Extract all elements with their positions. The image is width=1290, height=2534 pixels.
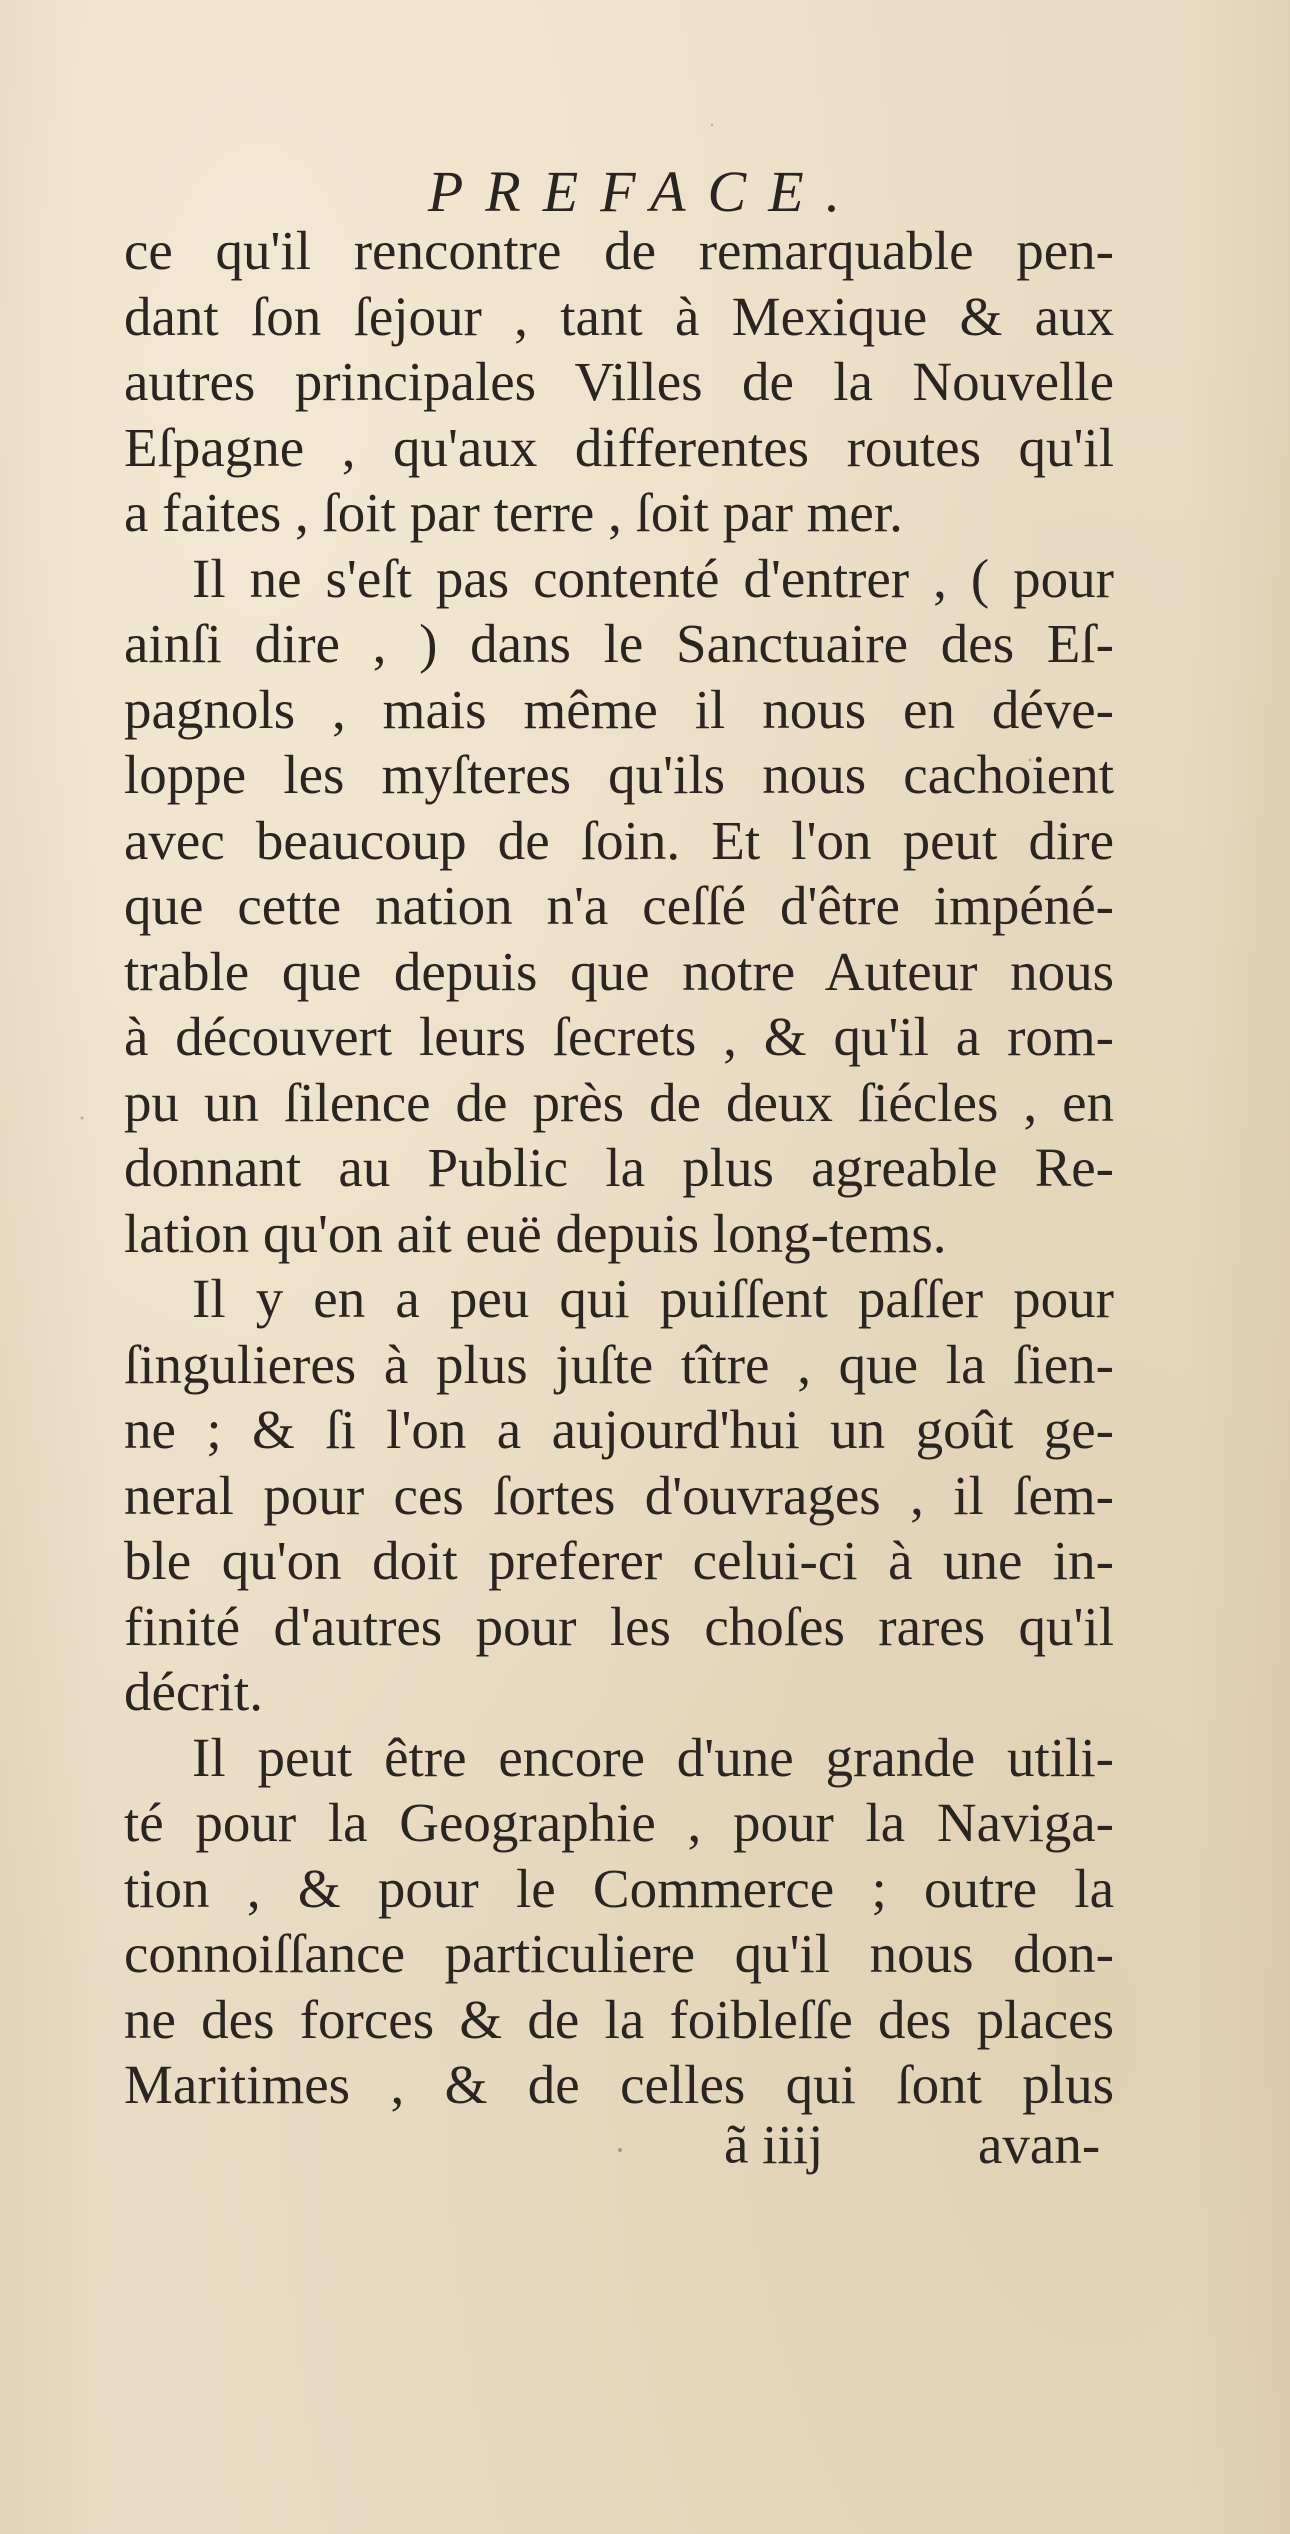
text-line: tion , & pour le Commerce ; outre la bbox=[124, 1857, 1114, 1919]
text-line: neral pour ces ſortes d'ouvrages , il ſem- bbox=[124, 1464, 1114, 1526]
text-line: lation qu'on ait euë depuis long-tems. bbox=[124, 1202, 947, 1264]
text-line: a faites , ſoit par terre , ſoit par mer. bbox=[124, 482, 903, 543]
text-line: finité d'autres pour les choſes rares qu'il bbox=[124, 1595, 1114, 1657]
text-line: autres principales Villes de la Nouvelle bbox=[124, 351, 1114, 412]
text-line: Eſpagne , qu'aux differentes routes qu'il bbox=[124, 416, 1114, 478]
text-line: dant ſon ſejour , tant à Mexique & aux bbox=[124, 285, 1114, 347]
text-line: pagnols , mais même il nous en déve- bbox=[124, 678, 1114, 740]
text-line: ble qu'on doit preferer celui-ci à une in- bbox=[124, 1530, 1114, 1591]
paragraph-start-line: Il y en a peu qui puiſſent paſſer pour bbox=[192, 1268, 1114, 1329]
text-line: connoiſſance particuliere qu'il nous don- bbox=[124, 1923, 1114, 1984]
text-line: Maritimes , & de celles qui ſont plus bbox=[124, 2054, 1114, 2115]
text-line: ne ; & ſi l'on a aujourd'hui un goût ge- bbox=[124, 1399, 1114, 1460]
text-line: ainſi dire , ) dans le Sanctuaire des Eſ- bbox=[124, 613, 1114, 674]
page-footer bbox=[0, 2112, 1290, 2178]
text-line: avec beaucoup de ſoin. Et l'on peut dire bbox=[124, 809, 1114, 871]
text-line: ce qu'il rencontre de remarquable pen- bbox=[124, 220, 1114, 281]
paragraph-start-line: Il ne s'eſt pas contenté d'entrer , ( pour bbox=[192, 547, 1114, 609]
text-line: décrit. bbox=[124, 1661, 263, 1722]
text-line: ne des forces & de la foibleſſe des places bbox=[124, 1988, 1114, 2050]
signature-mark: ã iiij bbox=[724, 2114, 824, 2175]
text-line: té pour la Geographie , pour la Naviga- bbox=[124, 1792, 1114, 1853]
text-line: loppe les myſteres qu'ils nous cachoient bbox=[124, 744, 1114, 805]
running-head: PREFACE. bbox=[427, 159, 863, 224]
text-line: trable que depuis que notre Auteur nous bbox=[124, 940, 1114, 1002]
text-line: à découvert leurs ſecrets , & qu'il a rom- bbox=[124, 1006, 1114, 1067]
text-line: que cette nation n'a ceſſé d'être impéné- bbox=[124, 875, 1114, 936]
text-line: ſingulieres à plus juſte tître , que la ſien- bbox=[124, 1333, 1114, 1395]
text-line: pu un ſilence de près de deux ſiécles , en bbox=[124, 1071, 1114, 1133]
body-text bbox=[124, 218, 1114, 2118]
text-line: donnant au Public la plus agreable Re- bbox=[124, 1137, 1114, 1198]
paragraph-start-line: Il peut être encore d'une grande utili- bbox=[192, 1726, 1114, 1788]
catchword: avan- bbox=[978, 2114, 1101, 2175]
